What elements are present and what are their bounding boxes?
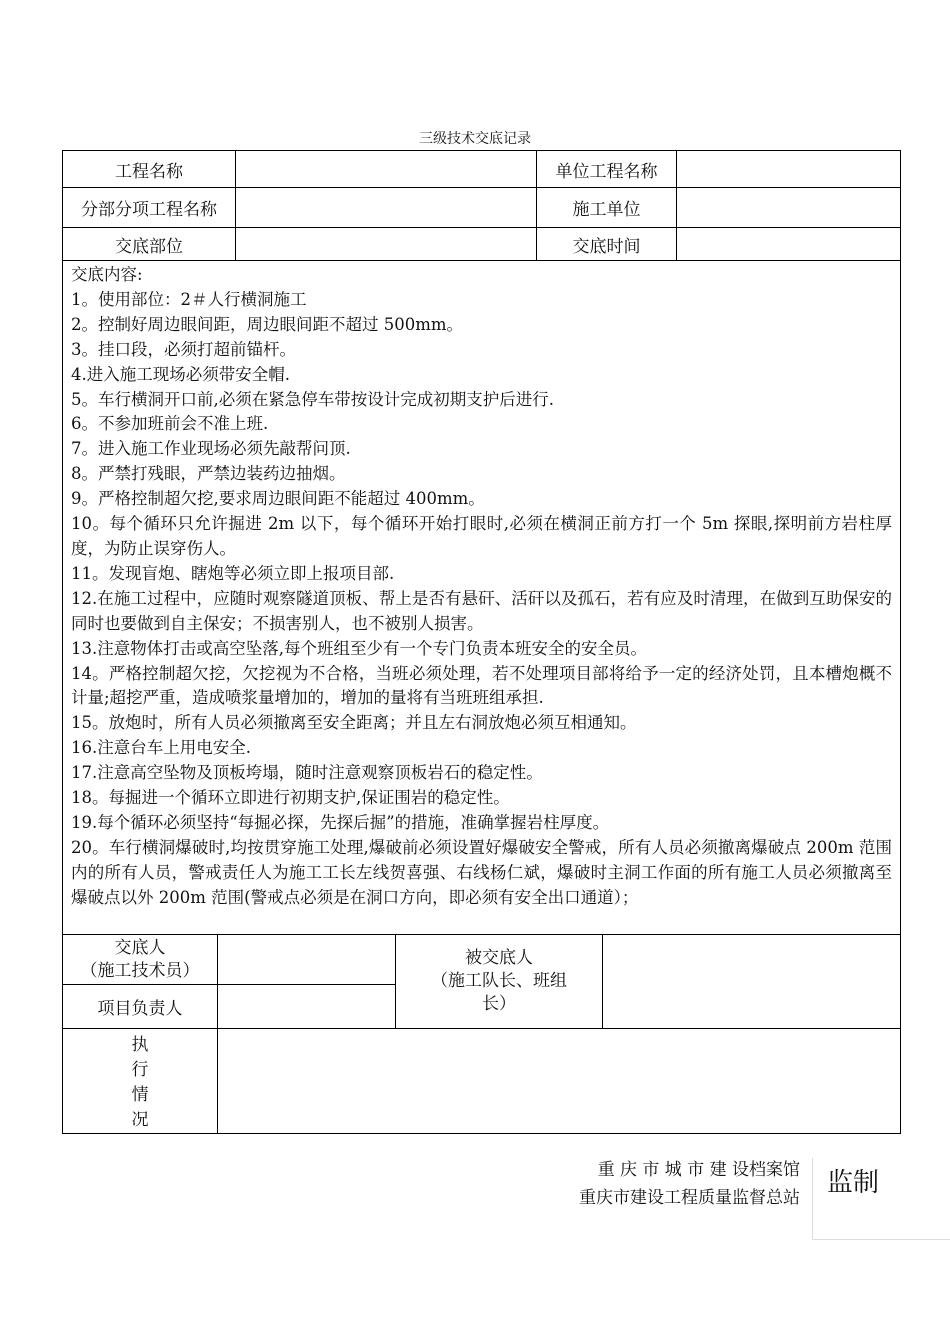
time-label: 交底时间 <box>537 228 677 261</box>
supervised-stamp: 监制 <box>812 1158 950 1240</box>
content-item: 10。每个循环只允许掘进 2m 以下，每个循环开始打眼时,必须在横洞正前方打一个 5m 探眼,探明前方岩柱厚度，为防止误穿伤人。 <box>71 514 893 558</box>
time-field[interactable] <box>677 228 901 261</box>
sub-project-field[interactable] <box>236 188 537 228</box>
project-leader-signature-field[interactable] <box>218 985 396 1029</box>
content-item: 7。进入施工作业现场必须先敲帮问顶. <box>71 439 351 459</box>
execution-label: 执 行 情 况 <box>63 1029 218 1134</box>
disclosure-form-table <box>62 150 901 1134</box>
content-item: 13.注意物体打击或高空坠落,每个班组至少有一个专门负责本班安全的安全员。 <box>71 638 647 658</box>
unit-project-field[interactable] <box>677 151 901 188</box>
content-item: 16.注意台车上用电安全. <box>71 738 251 758</box>
content-item: 20。车行横洞爆破时,均按贯穿施工处理,爆破前必须设置好爆破安全警戒，所有人员必须撤离爆破点 200m 范围内的所有人员，警戒责任人为施工工长左线贺喜强、右线杨仁斌，爆破时主洞工作面的所有施工人员必须撤离至爆破点以外 200m 范围(警戒点必须是在洞口方向，即必须有安全出口通道）； <box>71 837 893 907</box>
issuer-supervision-station: 重庆市建设工程质量监督总站 <box>579 1188 800 1208</box>
content-item: 3。挂口段，必须打超前锚杆。 <box>71 339 296 359</box>
content-item: 14。严格控制超欠挖，欠挖视为不合格，当班必须处理，若不处理项目部将给予一定的经济处罚，且本槽炮概不计量;超挖严重，造成喷浆量增加的，增加的量将有当班班组承担. <box>71 663 893 708</box>
content-heading: 交底内容: <box>71 265 143 284</box>
content-item: 1。使用部位：2＃人行横洞施工 <box>71 289 307 309</box>
content-item: 17.注意高空坠物及顶板垮塌，随时注意观察顶板岩石的稳定性。 <box>71 763 543 783</box>
content-item: 12.在施工过程中，应随时观察隧道顶板、帮上是否有悬矸、活矸以及孤石，若有应及时清理，在做到互助保安的同时也要做到自主保安；不损害别人，也不被别人损害。 <box>71 588 893 633</box>
sub-project-label: 分部分项工程名称 <box>63 188 236 228</box>
construction-unit-field[interactable] <box>677 188 901 228</box>
issuer-block <box>540 1156 800 1212</box>
project-name-field[interactable] <box>236 151 537 188</box>
content-item: 18。每掘进一个循环立即进行初期支护,保证围岩的稳定性。 <box>71 788 510 808</box>
content-item: 4.进入施工现场必须带安全帽. <box>71 364 290 384</box>
content-item: 19.每个循环必须坚持“每掘必探，先探后掘”的措施，准确掌握岩柱厚度。 <box>71 812 610 832</box>
location-field[interactable] <box>236 228 537 261</box>
content-item: 5。车行横洞开口前,必须在紧急停车带按设计完成初期支护后进行. <box>71 389 554 409</box>
discloser-label: 交底人 （施工技术员） <box>63 935 218 985</box>
content-item: 11。发现盲炮、瞎炮等必须立即上报项目部. <box>71 563 395 583</box>
construction-unit-label: 施工单位 <box>537 188 677 228</box>
discloser-signature-field[interactable] <box>218 935 396 985</box>
content-item: 6。不参加班前会不准上班. <box>71 414 269 434</box>
project-leader-label: 项目负责人 <box>63 985 218 1029</box>
page-title: 三级技术交底记录 <box>419 131 531 147</box>
receiver-signature-field[interactable] <box>603 935 901 1029</box>
location-label: 交底部位 <box>63 228 236 261</box>
project-name-label: 工程名称 <box>63 151 236 188</box>
content-item: 9。严格控制超欠挖,要求周边眼间距不能超过 400mm。 <box>71 489 485 509</box>
receiver-label: 被交底人 （施工队长、班组 长） <box>396 935 603 1029</box>
disclosure-content <box>63 261 901 935</box>
content-item: 8。严禁打残眼，严禁边装药边抽烟。 <box>71 464 346 484</box>
issuer-archive: 重 庆 市 城 市 建 设档案馆 <box>597 1160 800 1180</box>
execution-field[interactable] <box>218 1029 901 1134</box>
content-item: 2。控制好周边眼间距，周边眼间距不超过 500mm。 <box>71 314 464 334</box>
unit-project-label: 单位工程名称 <box>537 151 677 188</box>
content-item: 15。放炮时，所有人员必须撤离至安全距离；并且左右洞放炮必须互相通知。 <box>71 713 637 733</box>
